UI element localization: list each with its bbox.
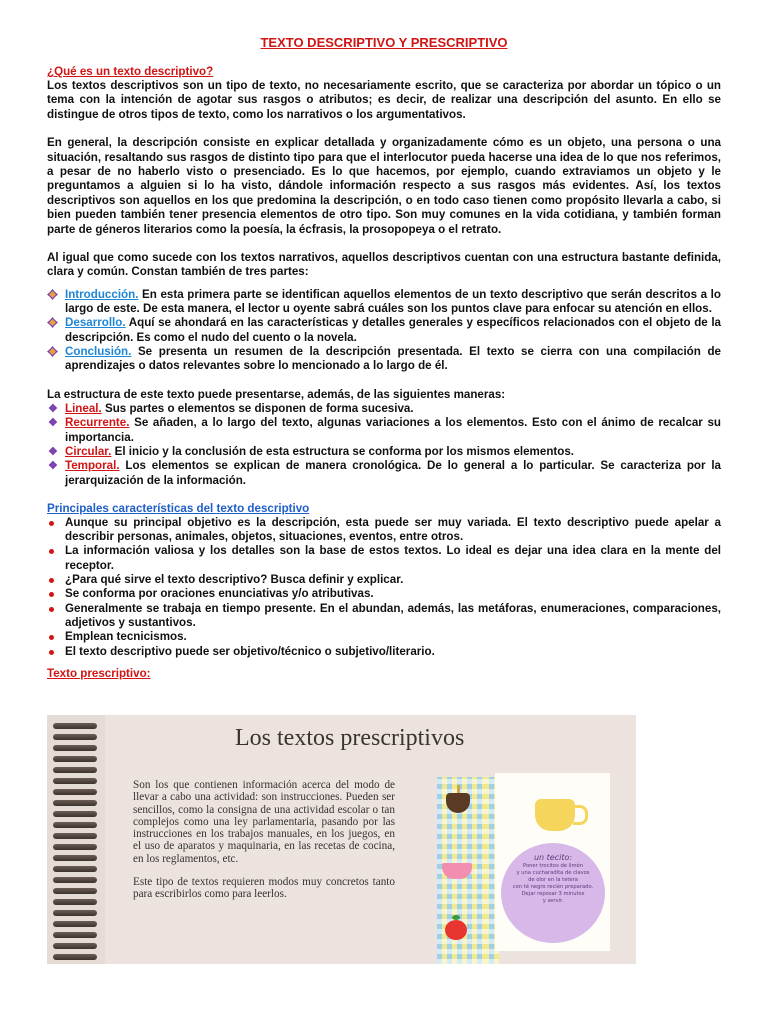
recipe-line: Poner trocitos de limón bbox=[523, 863, 583, 869]
diamond-arrow-bullet-icon bbox=[47, 289, 58, 300]
dot-bullet-icon bbox=[49, 607, 54, 612]
list-item bbox=[47, 345, 721, 374]
feature-text: Aunque su principal objetivo es la descripción, esta puede ser muy variada. El texto descriptivo puede apelar a describir personas, animales, objetos, situaciones, eventos, entre otros. bbox=[65, 515, 721, 544]
question-heading: ¿Qué es un texto descriptivo? bbox=[47, 65, 214, 78]
ways-intro: La estructura de este texto puede presentarse, además, de las siguientes maneras: bbox=[47, 387, 506, 401]
paragraph-2: En general, la descripción consiste en explicar detallada y organizadamente cómo es un objeto, una persona o una situación, resaltando sus rasgos de distinto tipo para que el interlocutor pueda hacerse una idea de lo que nos referimos, a pesar de no haberlo visto o presenciado. Es lo que hacemos, por ejemplo, cuando extraviamos un objeto y le preguntamos a alguien si lo ha visto, dándole información respecto a sus rasgos más evidentes. Así, los textos descriptivos son aquellos en los que predomina la descripción, o en todo caso tienen como propósito llevarla a cabo, si bien pueden también tener presencia elementos de otro tipo. Son muy comunes en la vida cotidiana, y también forman parte de géneros literarios como la poesía, la écfrasis, la prosopopeya o el retrato. bbox=[47, 136, 721, 236]
recipe-line: y una cucharadita de clavos bbox=[516, 870, 590, 876]
term-recurrente: Recurrente. bbox=[65, 416, 130, 430]
list-item bbox=[47, 459, 721, 488]
spiral-ring bbox=[53, 734, 97, 740]
prescriptive-heading: Texto prescriptivo: bbox=[47, 666, 151, 680]
spiral-ring bbox=[53, 899, 97, 905]
recipe-line: Dejar reposar 3 minutos bbox=[521, 891, 585, 897]
recipe-line: con té negro recién preparado. bbox=[512, 884, 594, 890]
term-temporal: Temporal. bbox=[65, 459, 120, 473]
way-text: Sus partes o elementos se disponen de forma sucesiva. bbox=[101, 402, 414, 416]
way-text: Los elementos se explican de manera cronológica. De lo general a lo particular. Se caracteriza por la jerarquización de la información. bbox=[65, 459, 721, 487]
term-introduccion: Introducción. bbox=[65, 287, 139, 301]
spiral-ring bbox=[53, 844, 97, 850]
feature-text: La información valiosa y los detalles son la base de estos textos. Lo ideal es dejar una idea clara en la mente del receptor. bbox=[65, 544, 721, 572]
spiral-ring bbox=[53, 723, 97, 729]
list-item bbox=[47, 587, 721, 601]
spiral-ring bbox=[53, 822, 97, 828]
dot-bullet-icon bbox=[49, 592, 54, 597]
spiral-ring bbox=[53, 866, 97, 872]
list-item bbox=[47, 445, 721, 459]
term-conclusion: Conclusión. bbox=[65, 345, 132, 359]
spiral-ring bbox=[53, 833, 97, 839]
recipe-text bbox=[507, 853, 599, 905]
figure-paragraph-1: Son los que contienen información acerca del modo de llevar a cabo una actividad: son instrucciones. Pueden ser sencillos, como la consigna de una actividad escolar o tan complejos como una ley parlamentaria, pasando por las instrucciones en los trabajos manuales, en los juegos, en el uso de aparatos y maquinaria, en las recetas de cocina, en los reglamentos, etc. bbox=[133, 779, 395, 865]
list-item bbox=[47, 573, 721, 587]
spiral-ring bbox=[53, 888, 97, 894]
dot-bullet-icon bbox=[49, 578, 54, 583]
recipe-line: de olor en la tetera bbox=[528, 877, 578, 883]
dot-bullet-icon bbox=[49, 549, 54, 554]
spiral-ring bbox=[53, 756, 97, 762]
spiral-ring bbox=[53, 767, 97, 773]
list-item bbox=[47, 288, 721, 317]
list-item bbox=[47, 602, 721, 631]
list-item bbox=[47, 544, 721, 573]
spiral-ring bbox=[53, 910, 97, 916]
part-text: En esta primera parte se identifican aquellos elementos de un texto descriptivo que serán descritos a lo largo de este. De esta manera, el lector u oyente sabrá cuáles son los puntos clave para enfocar su atención en ellos. bbox=[65, 287, 721, 316]
list-item bbox=[47, 402, 721, 416]
term-desarrollo: Desarrollo. bbox=[65, 316, 126, 330]
list-item bbox=[47, 645, 721, 659]
document-title: TEXTO DESCRIPTIVO Y PRESCRIPTIVO bbox=[260, 35, 508, 50]
spiral-ring bbox=[53, 855, 97, 861]
dot-bullet-icon bbox=[49, 650, 54, 655]
document-page bbox=[47, 35, 721, 681]
recipe-line: y servir. bbox=[542, 898, 564, 904]
parts-list bbox=[47, 288, 721, 374]
diamond-arrow-bullet-icon bbox=[47, 317, 58, 328]
spiral-ring bbox=[53, 877, 97, 883]
term-lineal: Lineal. bbox=[65, 402, 102, 416]
spiral-ring bbox=[53, 778, 97, 784]
feature-text: Emplean tecnicismos. bbox=[65, 630, 187, 644]
spiral-ring bbox=[53, 921, 97, 927]
diamond-bullet-icon: ❖ bbox=[48, 417, 58, 430]
tomato-icon bbox=[445, 920, 467, 940]
spiral-ring bbox=[53, 800, 97, 806]
features-list bbox=[47, 516, 721, 659]
paragraph-1: Los textos descriptivos son un tipo de texto, no necesariamente escrito, que se caracteriza por abordar un tópico o un tema con la intención de agotar sus rasgos o atributos; es decir, de realizar una descripción del asunto. En ello se distingue de otros tipos de texto, como los narrativos o los argumentativos. bbox=[47, 79, 721, 121]
dot-bullet-icon bbox=[49, 521, 54, 526]
figure-paragraph-2: Este tipo de textos requieren modos muy concretos tanto para escribirlos como para leerlos. bbox=[133, 876, 395, 901]
diamond-bullet-icon: ❖ bbox=[48, 445, 58, 458]
list-item bbox=[47, 630, 721, 644]
diamond-bullet-icon: ❖ bbox=[48, 403, 58, 416]
spiral-ring bbox=[53, 943, 97, 949]
way-text: Se añaden, a lo largo del texto, algunas variaciones a los elementos. Esto con el ánimo de recalcar su importancia. bbox=[65, 416, 721, 444]
feature-text: Se conforma por oraciones enunciativas y/o atributivas. bbox=[65, 587, 374, 601]
spiral-ring bbox=[53, 745, 97, 751]
diamond-bullet-icon: ❖ bbox=[48, 460, 58, 473]
part-text: Se presenta un resumen de la descripción presentada. El texto se cierra con una compilación de aprendizajes o datos relevantes sobre lo mencionado a lo largo de él. bbox=[65, 345, 721, 373]
list-item bbox=[47, 416, 721, 445]
recipe-title: un tecito: bbox=[533, 853, 573, 862]
list-item bbox=[47, 516, 721, 545]
list-item bbox=[47, 316, 721, 345]
ways-list bbox=[47, 402, 721, 488]
paragraph-3: Al igual que como sucede con los textos narrativos, aquellos descriptivos cuentan con una estructura bastante definida, clara y común. Constan también de tres partes: bbox=[47, 251, 721, 279]
spiral-ring bbox=[53, 954, 97, 960]
cup-handle-icon bbox=[573, 805, 588, 825]
spiral-ring bbox=[53, 789, 97, 795]
features-heading: Principales características del texto descriptivo bbox=[47, 501, 310, 515]
figure-title: Los textos prescriptivos bbox=[235, 725, 465, 751]
way-text: El inicio y la conclusión de esta estructura se conforma por los mismos elementos. bbox=[111, 444, 575, 458]
term-circular: Circular. bbox=[65, 444, 112, 458]
feature-text: El texto descriptivo puede ser objetivo/técnico o subjetivo/literario. bbox=[65, 644, 435, 658]
smiling-cup-icon bbox=[535, 799, 575, 831]
prescriptive-illustration bbox=[47, 715, 636, 964]
part-text: Aquí se ahondará en las características y detalles generales y específicos relacionados con el objeto de la descripción. Es como el nudo del cuento o la novela. bbox=[65, 316, 721, 344]
feature-text: ¿Para qué sirve el texto descriptivo? Busca definir y explicar. bbox=[65, 573, 404, 587]
figure-text bbox=[133, 779, 395, 901]
spiral-ring bbox=[53, 811, 97, 817]
dot-bullet-icon bbox=[49, 635, 54, 640]
feature-text: Generalmente se trabaja en tiempo presente. En el abundan, además, las metáforas, enumeraciones, comparaciones, adjetivos y sustantivos. bbox=[65, 601, 721, 629]
diamond-arrow-bullet-icon bbox=[47, 346, 58, 357]
spiral-ring bbox=[53, 932, 97, 938]
recipe-card bbox=[495, 773, 610, 951]
notebook-spiral bbox=[47, 715, 105, 964]
